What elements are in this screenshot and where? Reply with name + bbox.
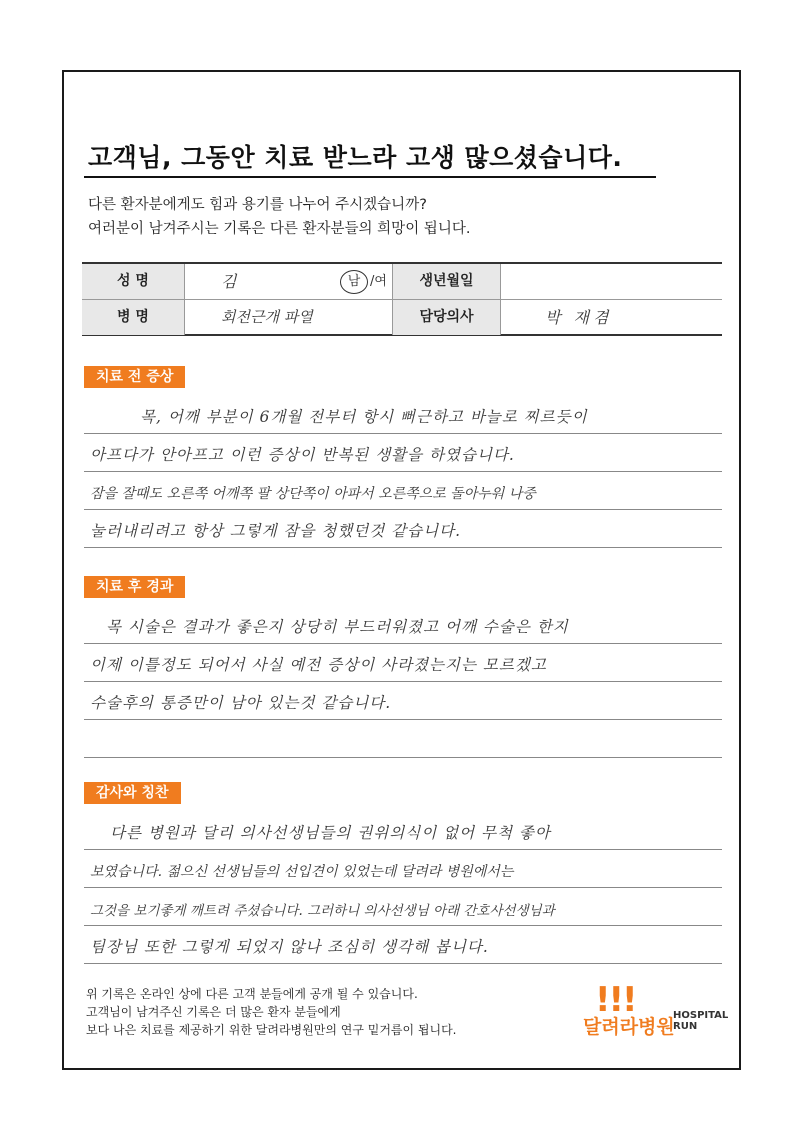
- birth-label: 생년월일: [392, 264, 500, 299]
- logo-english: HOSPITAL RUN: [673, 1010, 729, 1032]
- before-treatment-lines: [84, 396, 722, 548]
- footer-line-3: 보다 나은 치료를 제공하기 위한 달려라병원만의 연구 밑거름이 됩니다.: [86, 1023, 457, 1037]
- before-treatment-label: 치료 전 증상: [84, 366, 185, 388]
- patient-info-table: [82, 262, 722, 336]
- birth-value: [500, 264, 722, 299]
- hospital-logo: [583, 980, 729, 1042]
- after-line: 목 시술은 결과가 좋은지 상당히 부드러워졌고 어깨 수술은 한지: [84, 606, 722, 644]
- after-treatment-label: 치료 후 경과: [84, 576, 185, 598]
- title-underline: [84, 176, 656, 178]
- thanks-line: 다른 병원과 달리 의사선생님들의 권위의식이 없어 무척 좋아: [84, 812, 722, 850]
- thanks-line: 그것을 보기좋게 깨트려 주셨습니다. 그러하니 의사선생님 아래 간호사선생님과: [84, 888, 722, 926]
- disease-value: 회전근개 파열: [184, 300, 392, 335]
- name-label: 성 명: [82, 264, 184, 299]
- thanks-line: 팀장님 또한 그렇게 되었지 않나 조심히 생각해 봅니다.: [84, 926, 722, 964]
- logo-exclamation-icon: !!!: [595, 980, 636, 1020]
- after-line: 이제 이틀정도 되어서 사실 예전 증상이 사라졌는지는 모르겠고: [84, 644, 722, 682]
- before-line: 잠을 잘때도 오른쪽 어깨쪽 팔 상단쪽이 아파서 오른쪽으로 돌아누워 나중: [84, 472, 722, 510]
- disease-label: 병 명: [82, 300, 184, 335]
- before-line: 눌러내리려고 항상 그렇게 잠을 청했던것 같습니다.: [84, 510, 722, 548]
- thanks-label: 감사와 칭찬: [84, 782, 181, 804]
- after-line: [84, 720, 722, 758]
- info-row-disease: [82, 300, 722, 335]
- logo-name: 달려라병원: [583, 1016, 675, 1038]
- gender-selector: 남 /여: [340, 264, 387, 299]
- thanks-lines: [84, 812, 722, 964]
- before-line: 목, 어깨 부분이 6개월 전부터 항시 뻐근하고 바늘로 찌르듯이: [84, 396, 722, 434]
- info-row-name: [82, 264, 722, 300]
- doctor-value: 박 재겸: [500, 300, 722, 335]
- doctor-label: 담당의사: [392, 300, 500, 335]
- thanks-line: 보였습니다. 젊으신 선생님들의 선입견이 있었는데 달려라 병원에서는: [84, 850, 722, 888]
- footer-line-2: 고객님이 남겨주신 기록은 더 많은 환자 분들에게: [86, 1005, 341, 1019]
- footer-line-1: 위 기록은 온라인 상에 다른 고객 분들에게 공개 될 수 있습니다.: [86, 987, 418, 1001]
- subtitle-1: 다른 환자분에게도 힘과 용기를 나누어 주시겠습니까?: [88, 197, 427, 213]
- page-title: 고객님, 그동안 치료 받느라 고생 많으셨습니다.: [88, 143, 623, 172]
- after-treatment-lines: [84, 606, 722, 758]
- gender-female: 여: [374, 274, 387, 289]
- name-value: 김: [184, 264, 484, 299]
- before-line: 아프다가 안아프고 이런 증상이 반복된 생활을 하였습니다.: [84, 434, 722, 472]
- subtitle-2: 여러분이 남겨주시는 기록은 다른 환자분들의 희망이 됩니다.: [88, 221, 471, 237]
- after-line: 수술후의 통증만이 남아 있는것 같습니다.: [84, 682, 722, 720]
- gender-male-selected: 남: [340, 270, 368, 294]
